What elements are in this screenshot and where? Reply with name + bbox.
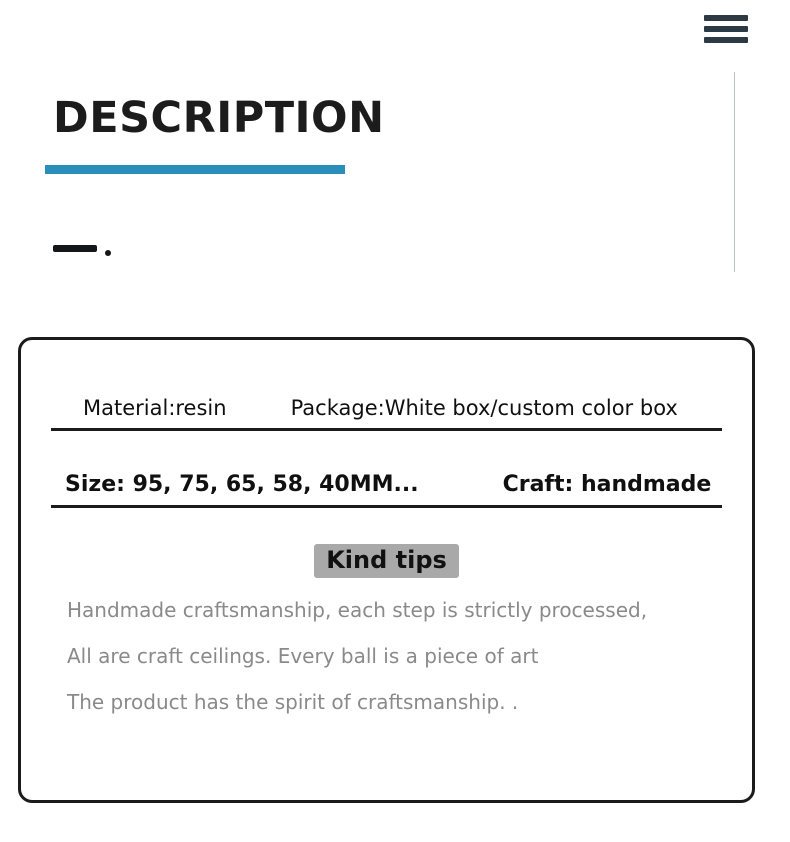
kind-tips-header <box>21 544 752 578</box>
dash-icon <box>53 245 97 252</box>
spec-package: Package:White box/custom color box <box>290 396 678 420</box>
hamburger-bar-1 <box>704 15 748 21</box>
title-underline <box>45 165 345 174</box>
spec-size: Size: 95, 75, 65, 58, 40MM... <box>65 472 419 497</box>
page-title: DESCRIPTION <box>53 93 385 143</box>
hamburger-bar-2 <box>704 26 748 32</box>
dash-dot-mark <box>53 240 118 260</box>
hamburger-menu-icon[interactable] <box>704 12 748 46</box>
kind-tips-badge: Kind tips <box>314 544 459 578</box>
spec-craft: Craft: handmade <box>502 472 712 497</box>
kind-tips-body <box>67 600 752 712</box>
tips-line-3: The product has the spirit of craftsmanship. . <box>67 690 519 714</box>
hamburger-bar-3 <box>704 37 748 43</box>
dot-icon <box>105 250 111 256</box>
tips-line-1: Handmade craftsmanship, each step is strictly processed, <box>67 598 648 622</box>
table-row <box>51 396 722 431</box>
table-row <box>51 472 722 508</box>
spec-material: Material:resin <box>83 396 227 420</box>
vertical-divider <box>734 72 735 272</box>
specification-card <box>18 337 755 803</box>
tips-line-2: All are craft ceilings. Every ball is a piece of art <box>67 644 539 668</box>
